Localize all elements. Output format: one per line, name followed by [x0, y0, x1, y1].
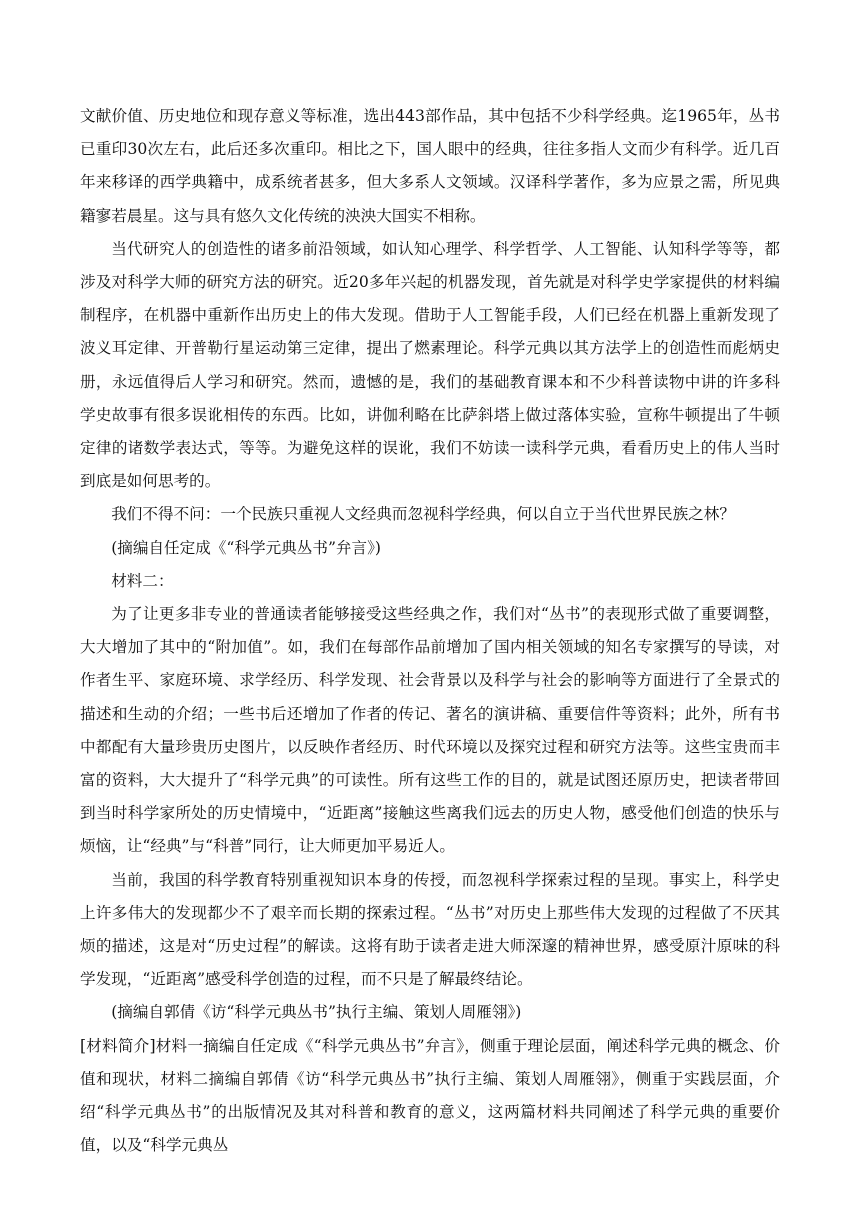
paragraph-machine-discovery: 当代研究人的创造性的诸多前沿领域，如认知心理学、科学哲学、人工智能、认知科学等等，都涉及对科学大师的研究方法的研究。近20多年兴起的机器发现，首先就是对科学史学家提供的材料编制程序，在机器中重新作出历史上的伟大发现。借助于人工智能手段，人们已经在机器上重新发现了波义耳定律、开普勒行星运动第三定律，提出了燃素理论。科学元典以其方法学上的创造性而彪炳史册，永远值得后人学习和研究。然而，遗憾的是，我们的基础教育课本和不少科普读物中讲的许多科学史故事有很多误讹相传的东西。比如，讲伽利略在比萨斜塔上做过落体实验，宣称牛顿提出了牛顿定律的诸数学表达式，等等。为避免这样的误讹，我们不妨读一读科学元典，看看历史上的伟人当时到底是如何思考的。 — [80, 239, 780, 491]
paragraph-science-education: 当前，我国的科学教育特别重视知识本身的传授，而忽视科学探索过程的呈现。事实上，科学史上许多伟大的发现都少不了艰辛而长期的探索过程。“丛书”对历史上那些伟大发现的过程做了不厌其烦的描述，这是对“历史过程”的解读。这将有助于读者走进大师深邃的精神世界，感受原汁原味的科学发现，“近距离”感受科学创造的过程，而不只是了解最终结论。 — [80, 870, 780, 989]
paragraph-added-value: 为了让更多非专业的普通读者能够接受这些经典之作，我们对“丛书”的表现形式做了重要调整，大大增加了其中的“附加值”。如，我们在每部作品前增加了国内相关领域的知名专家撰写的导读，对作者生平、家庭环境、求学经历、科学发现、社会背景以及科学与社会的影响等方面进行了全景式的描述和生动的介绍；一些书后还增加了作者的传记、著名的演讲稿、重要信件等资料；此外，所有书中都配有大量珍贵历史图片，以反映作者经历、时代环境以及探究过程和研究方法等。这些宝贵而丰富的资料，大大提升了“科学元典”的可读性。所有这些工作的目的，就是试图还原历史，把读者带回到当时科学家所处的历史情境中，“近距离”接触这些离我们远去的历史人物，感受他们创造的快乐与烦恼，让“经典”与“科普”同行，让大师更加平易近人。 — [80, 605, 780, 856]
heading-material-two: 材料二： — [111, 571, 174, 590]
source-note-material-one: (摘编自任定成《“科学元典丛书”弁言》) — [111, 538, 381, 557]
source-note-material-two: (摘编自郭倩《访“科学元典丛书”执行主编、策划人周雁翎》) — [111, 1003, 522, 1022]
document-page — [80, 100, 780, 1163]
paragraph-question: 我们不得不问：一个民族只重视人文经典而忽视科学经典，何以自立于当代世界民族之林？ — [111, 505, 735, 524]
material-summary: [材料简介]材料一摘编自任定成《“科学元典丛书”弁言》，侧重于理论层面，阐述科学元典的概念、价值和现状，材料二摘编自郭倩《访“科学元典丛书”执行主编、策划人周雁翎》，侧重于实践层面，介绍“科学元典丛书”的出版情况及其对科普和教育的意义，这两篇材料共同阐述了科学元典的重要价值，以及“科学元典丛 — [80, 1036, 780, 1155]
paragraph-material-one-continued: 文献价值、历史地位和现存意义等标准，选出443部作品，其中包括不少科学经典。迄1965年，丛书已重印30次左右，此后还多次重印。相比之下，国人眼中的经典，往往多指人文而少有科学。近几百年来移译的西学典籍中，成系统者甚多，但大多系人文领域。汉译科学著作，多为应景之需，所见典籍寥若晨星。这与具有悠久文化传统的泱泱大国实不相称。 — [80, 107, 780, 225]
